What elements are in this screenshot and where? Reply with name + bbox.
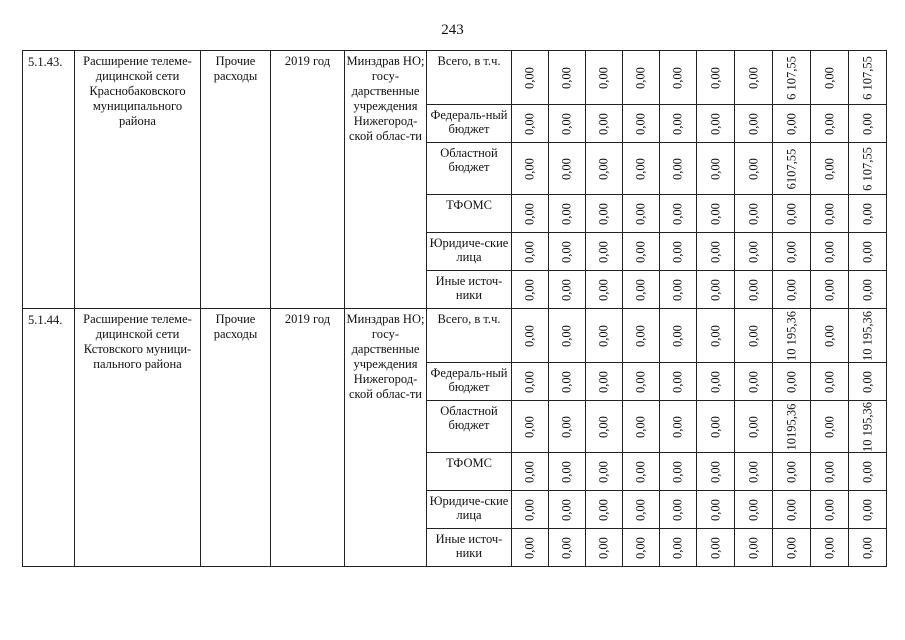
value-text: 0,00	[633, 240, 648, 263]
value-cell	[697, 309, 735, 363]
value-text: 0,00	[708, 278, 722, 301]
value-text: 0,00	[633, 415, 648, 438]
value-text: 0,00	[822, 415, 836, 438]
value-cell	[586, 51, 623, 105]
value-text: 0,00	[522, 415, 537, 438]
value-text: 0,00	[746, 370, 760, 393]
value-text: 0,00	[708, 202, 722, 225]
value-cell	[660, 105, 697, 143]
value-text: 0,00	[860, 202, 874, 225]
value-text: 0,00	[708, 536, 722, 559]
value-text: 0,00	[596, 278, 611, 301]
value-cell	[660, 233, 697, 271]
value-cell	[773, 143, 811, 195]
value-cell	[735, 529, 773, 567]
value-text: 0,00	[633, 278, 648, 301]
value-cell	[735, 453, 773, 491]
funding-source-label: Иные источ-ники	[427, 529, 512, 567]
value-text: 0,00	[596, 460, 611, 483]
value-cell	[811, 401, 849, 453]
value-cell	[512, 529, 549, 567]
value-text: 0,00	[633, 460, 648, 483]
value-text: 0,00	[670, 498, 685, 521]
value-text: 0,00	[559, 66, 574, 89]
value-cell	[623, 401, 660, 453]
table-row	[23, 309, 887, 363]
value-text: 0,00	[522, 112, 537, 135]
value-cell	[773, 105, 811, 143]
value-text: 0,00	[522, 324, 537, 347]
funding-source-label: Юридиче-ские лица	[427, 491, 512, 529]
value-text: 0,00	[822, 370, 836, 393]
value-text: 0,00	[633, 202, 648, 225]
value-cell	[660, 491, 697, 529]
value-text: 0,00	[708, 324, 722, 347]
value-cell	[773, 363, 811, 401]
item-year: 2019 год	[271, 51, 345, 309]
value-cell	[811, 529, 849, 567]
value-text: 0,00	[860, 460, 874, 483]
value-cell	[697, 233, 735, 271]
value-text: 0,00	[559, 240, 574, 263]
value-cell	[512, 105, 549, 143]
value-cell	[697, 491, 735, 529]
value-cell	[811, 233, 849, 271]
value-cell	[512, 233, 549, 271]
value-text: 0,00	[822, 324, 836, 347]
value-text: 0,00	[522, 66, 537, 89]
value-cell	[735, 363, 773, 401]
value-cell	[512, 195, 549, 233]
value-cell	[549, 453, 586, 491]
item-number: 5.1.44.	[23, 309, 75, 567]
value-text: 0,00	[860, 370, 874, 393]
value-cell	[586, 401, 623, 453]
value-text: 0,00	[559, 324, 574, 347]
value-text: 10 195,36	[860, 310, 874, 361]
value-text: 0,00	[708, 112, 722, 135]
value-text: 0,00	[784, 460, 798, 483]
value-cell	[512, 51, 549, 105]
value-cell	[735, 195, 773, 233]
value-text: 0,00	[822, 278, 836, 301]
value-text: 0,00	[784, 536, 798, 559]
value-cell	[773, 51, 811, 105]
value-text: 0,00	[860, 536, 874, 559]
value-cell	[697, 271, 735, 309]
expense-type: Прочие расходы	[201, 309, 271, 567]
value-cell	[549, 491, 586, 529]
value-text: 0,00	[670, 536, 685, 559]
value-text: 0,00	[746, 536, 760, 559]
value-cell	[549, 309, 586, 363]
funding-source-label: Областной бюджет	[427, 401, 512, 453]
value-text: 0,00	[596, 498, 611, 521]
value-cell	[623, 105, 660, 143]
value-cell	[773, 309, 811, 363]
value-text: 0,00	[860, 112, 874, 135]
value-text: 0,00	[670, 324, 685, 347]
value-text: 0,00	[746, 324, 760, 347]
value-text: 0,00	[596, 415, 611, 438]
value-cell	[849, 401, 887, 453]
value-cell	[849, 51, 887, 105]
value-cell	[660, 143, 697, 195]
value-cell	[623, 529, 660, 567]
value-cell	[697, 143, 735, 195]
value-text: 0,00	[746, 202, 760, 225]
value-cell	[586, 309, 623, 363]
value-cell	[735, 143, 773, 195]
value-cell	[586, 271, 623, 309]
value-cell	[512, 143, 549, 195]
value-cell	[623, 363, 660, 401]
value-text: 0,00	[559, 370, 574, 393]
value-cell	[623, 271, 660, 309]
table-row	[23, 51, 887, 105]
value-text: 0,00	[670, 240, 685, 263]
value-cell	[586, 105, 623, 143]
value-text: 0,00	[746, 157, 760, 180]
item-year: 2019 год	[271, 309, 345, 567]
value-text: 0,00	[596, 112, 611, 135]
value-text: 0,00	[822, 202, 836, 225]
value-cell	[623, 143, 660, 195]
value-cell	[811, 105, 849, 143]
value-cell	[773, 271, 811, 309]
value-cell	[849, 105, 887, 143]
funding-source-label: Всего, в т.ч.	[427, 309, 512, 363]
value-text: 0,00	[522, 157, 537, 180]
funding-source-label: ТФОМС	[427, 195, 512, 233]
value-text: 0,00	[822, 498, 836, 521]
value-text: 0,00	[822, 66, 836, 89]
value-text: 0,00	[522, 536, 537, 559]
value-text: 0,00	[746, 498, 760, 521]
value-cell	[549, 143, 586, 195]
value-text: 0,00	[596, 324, 611, 347]
value-text: 0,00	[596, 240, 611, 263]
value-text: 0,00	[670, 415, 685, 438]
value-cell	[735, 271, 773, 309]
value-cell	[660, 401, 697, 453]
value-cell	[512, 363, 549, 401]
value-cell	[811, 491, 849, 529]
value-cell	[623, 491, 660, 529]
value-cell	[697, 105, 735, 143]
value-text: 6107,55	[784, 148, 798, 189]
value-cell	[512, 271, 549, 309]
value-text: 0,00	[670, 460, 685, 483]
value-cell	[773, 401, 811, 453]
value-cell	[586, 491, 623, 529]
value-text: 0,00	[522, 202, 537, 225]
value-cell	[660, 195, 697, 233]
value-text: 0,00	[670, 66, 685, 89]
value-text: 0,00	[559, 536, 574, 559]
value-cell	[735, 105, 773, 143]
funding-source-label: Областной бюджет	[427, 143, 512, 195]
value-text: 0,00	[633, 157, 648, 180]
value-cell	[811, 195, 849, 233]
item-number: 5.1.43.	[23, 51, 75, 309]
value-cell	[811, 51, 849, 105]
value-cell	[735, 491, 773, 529]
value-cell	[697, 453, 735, 491]
value-cell	[735, 233, 773, 271]
funding-source-label: Федераль-ный бюджет	[427, 105, 512, 143]
value-text: 0,00	[633, 66, 648, 89]
value-cell	[660, 363, 697, 401]
value-cell	[849, 529, 887, 567]
value-cell	[773, 195, 811, 233]
value-text: 0,00	[860, 278, 874, 301]
value-cell	[773, 233, 811, 271]
value-text: 10 195,36	[784, 310, 798, 361]
value-text: 0,00	[633, 324, 648, 347]
value-text: 0,00	[633, 370, 648, 393]
value-cell	[811, 363, 849, 401]
value-cell	[586, 143, 623, 195]
funding-source-label: Иные источ-ники	[427, 271, 512, 309]
value-text: 6 107,55	[784, 55, 798, 100]
value-cell	[697, 195, 735, 233]
value-cell	[549, 233, 586, 271]
value-text: 0,00	[822, 112, 836, 135]
value-text: 6 107,55	[860, 55, 874, 100]
value-cell	[512, 453, 549, 491]
value-cell	[849, 195, 887, 233]
value-cell	[660, 529, 697, 567]
value-cell	[623, 453, 660, 491]
executor: Минздрав НО; госу-дарственные учреждения Нижегород-ской облас-ти	[345, 309, 427, 567]
value-text: 10195,36	[784, 403, 798, 450]
value-text: 0,00	[822, 460, 836, 483]
value-cell	[660, 271, 697, 309]
value-cell	[773, 529, 811, 567]
funding-source-label: Федераль-ный бюджет	[427, 363, 512, 401]
item-name: Расширение телеме-дицинской сети Кстовского муници-пального района	[75, 309, 201, 567]
value-text: 0,00	[708, 460, 722, 483]
value-text: 0,00	[784, 112, 798, 135]
value-text: 0,00	[596, 66, 611, 89]
value-cell	[623, 51, 660, 105]
value-text: 0,00	[784, 498, 798, 521]
value-text: 0,00	[559, 157, 574, 180]
value-text: 0,00	[559, 112, 574, 135]
value-cell	[697, 529, 735, 567]
value-cell	[660, 309, 697, 363]
value-cell	[586, 233, 623, 271]
expense-type: Прочие расходы	[201, 51, 271, 309]
value-text: 0,00	[708, 240, 722, 263]
value-text: 0,00	[559, 498, 574, 521]
value-text: 0,00	[708, 157, 722, 180]
value-text: 0,00	[708, 66, 722, 89]
value-text: 0,00	[559, 415, 574, 438]
value-cell	[549, 105, 586, 143]
value-cell	[697, 401, 735, 453]
value-text: 0,00	[708, 498, 722, 521]
value-text: 0,00	[522, 498, 537, 521]
value-cell	[849, 233, 887, 271]
value-cell	[586, 363, 623, 401]
value-text: 0,00	[708, 370, 722, 393]
value-text: 0,00	[746, 460, 760, 483]
budget-table	[22, 50, 887, 567]
value-text: 0,00	[784, 278, 798, 301]
value-cell	[586, 529, 623, 567]
value-text: 0,00	[860, 240, 874, 263]
value-cell	[849, 363, 887, 401]
value-cell	[512, 401, 549, 453]
value-text: 6 107,55	[860, 146, 874, 191]
value-cell	[586, 453, 623, 491]
value-text: 0,00	[670, 157, 685, 180]
value-text: 0,00	[822, 240, 836, 263]
value-text: 0,00	[596, 202, 611, 225]
value-cell	[849, 491, 887, 529]
value-text: 0,00	[522, 460, 537, 483]
executor: Минздрав НО; госу-дарственные учреждения Нижегород-ской облас-ти	[345, 51, 427, 309]
value-text: 0,00	[596, 370, 611, 393]
value-cell	[549, 271, 586, 309]
value-text: 0,00	[633, 536, 648, 559]
funding-source-label: Всего, в т.ч.	[427, 51, 512, 105]
value-cell	[623, 309, 660, 363]
value-cell	[549, 401, 586, 453]
value-cell	[549, 529, 586, 567]
value-cell	[811, 143, 849, 195]
value-cell	[773, 491, 811, 529]
value-text: 0,00	[746, 278, 760, 301]
value-text: 0,00	[746, 66, 760, 89]
item-name: Расширение телеме-дицинской сети Краснобаковского муниципального района	[75, 51, 201, 309]
value-cell	[773, 453, 811, 491]
value-text: 0,00	[822, 157, 836, 180]
value-cell	[549, 195, 586, 233]
value-cell	[697, 363, 735, 401]
value-text: 0,00	[596, 157, 611, 180]
value-text: 10 195,36	[860, 401, 874, 452]
value-cell	[549, 51, 586, 105]
value-text: 0,00	[559, 460, 574, 483]
value-cell	[549, 363, 586, 401]
value-text: 0,00	[596, 536, 611, 559]
funding-source-label: Юридиче-ские лица	[427, 233, 512, 271]
value-cell	[811, 309, 849, 363]
value-cell	[849, 309, 887, 363]
value-cell	[660, 453, 697, 491]
value-text: 0,00	[860, 498, 874, 521]
value-text: 0,00	[670, 202, 685, 225]
value-text: 0,00	[670, 370, 685, 393]
value-cell	[623, 195, 660, 233]
value-text: 0,00	[746, 240, 760, 263]
value-cell	[849, 453, 887, 491]
value-text: 0,00	[522, 240, 537, 263]
value-cell	[811, 271, 849, 309]
value-text: 0,00	[708, 415, 722, 438]
value-text: 0,00	[670, 112, 685, 135]
value-cell	[623, 233, 660, 271]
value-text: 0,00	[784, 370, 798, 393]
value-cell	[849, 143, 887, 195]
value-text: 0,00	[522, 370, 537, 393]
value-text: 0,00	[822, 536, 836, 559]
value-text: 0,00	[784, 202, 798, 225]
page-number: 243	[441, 22, 464, 38]
value-cell	[735, 309, 773, 363]
value-text: 0,00	[559, 278, 574, 301]
value-cell	[811, 453, 849, 491]
value-text: 0,00	[633, 112, 648, 135]
value-cell	[849, 271, 887, 309]
value-cell	[735, 401, 773, 453]
value-text: 0,00	[633, 498, 648, 521]
value-text: 0,00	[559, 202, 574, 225]
value-text: 0,00	[746, 415, 760, 438]
value-text: 0,00	[522, 278, 537, 301]
funding-source-label: ТФОМС	[427, 453, 512, 491]
value-text: 0,00	[784, 240, 798, 263]
value-cell	[697, 51, 735, 105]
value-cell	[586, 195, 623, 233]
value-text: 0,00	[746, 112, 760, 135]
value-cell	[735, 51, 773, 105]
value-cell	[512, 309, 549, 363]
value-cell	[660, 51, 697, 105]
value-text: 0,00	[670, 278, 685, 301]
value-cell	[512, 491, 549, 529]
